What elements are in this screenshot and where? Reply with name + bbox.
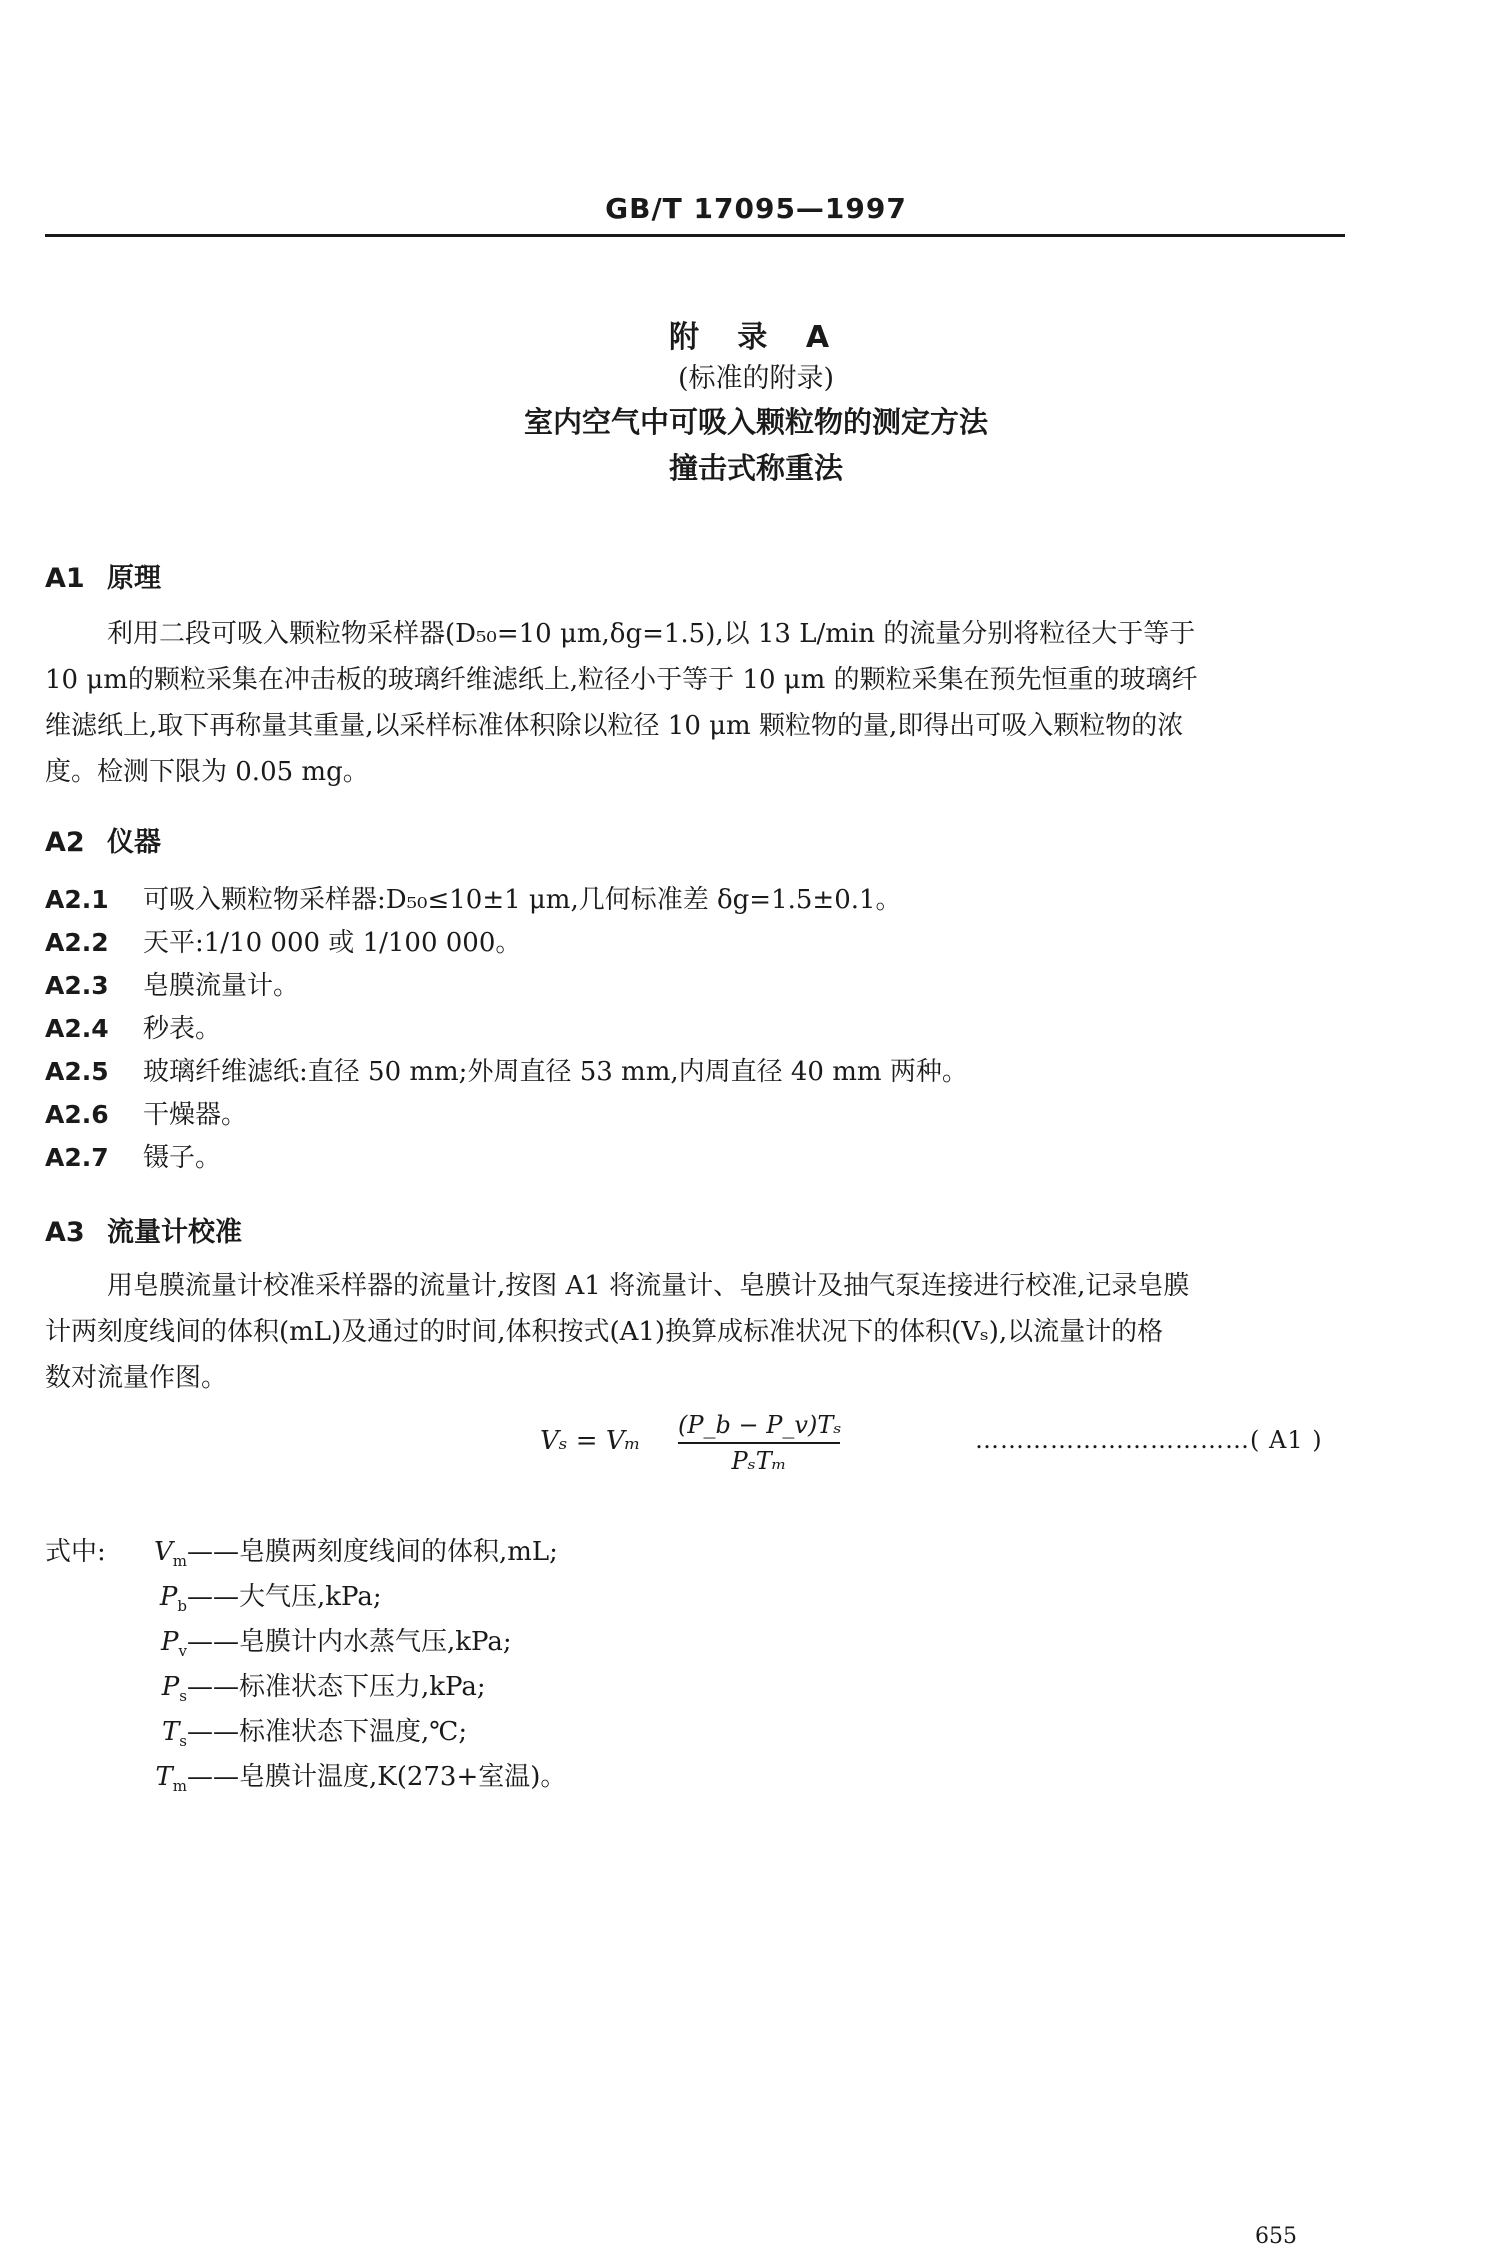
equation-denominator: PₛTₘ [731,1447,787,1475]
term-symbol: $P_v$ [161,1627,187,1661]
term-symbol: $P_b$ [159,1582,187,1616]
appendix-subtitle: 撞击式称重法 [668,451,843,485]
page-number: 655 [1255,2224,1297,2249]
list-item [45,1007,221,1051]
item-number: A2.4 [45,1014,109,1043]
term-description: ——大气压,kPa; [187,1582,382,1612]
term-symbol: $P_s$ [161,1672,187,1706]
section-a1-heading [45,556,161,595]
equation-fraction [678,1408,840,1478]
item-text: 镊子。 [143,1143,222,1173]
item-number: A2.6 [45,1100,109,1129]
section-title: 仪器 [107,827,161,858]
section-number: A1 [45,563,85,594]
a1-line-2: 10 μm的颗粒采集在冲击板的玻璃纤维滤纸上,粒径小于等于 10 μm 的颗粒采集在预先恒重的玻璃纤 [45,665,1198,695]
term-description: ——皂膜两刻度线间的体积,mL; [187,1537,558,1567]
list-item [45,1050,968,1094]
item-text: 玻璃纤维滤纸:直径 50 mm;外周直径 53 mm,内周直径 40 mm 两种。 [143,1057,968,1087]
item-text: 皂膜流量计。 [143,971,300,1001]
item-text: 秒表。 [143,1014,222,1044]
item-number: A2.2 [45,928,109,957]
appendix-title: 室内空气中可吸入颗粒物的测定方法 [523,405,988,439]
header-rule [45,234,1345,237]
list-item [45,964,299,1008]
section-number: A3 [45,1217,85,1248]
list-item [45,1136,221,1180]
section-title: 流量计校准 [107,1217,242,1248]
item-text: 天平:1/10 000 或 1/100 000。 [143,928,522,958]
item-text: 干燥器。 [143,1100,248,1130]
appendix-label: 附 录 A [668,320,844,355]
where-prefix: 式中: [45,1537,106,1567]
item-number: A2.7 [45,1143,109,1172]
appendix-note: (标准的附录) [677,363,835,394]
where-term [129,1755,566,1808]
term-description: ——标准状态下温度,℃; [187,1717,468,1747]
list-item [45,921,521,965]
term-description: ——皂膜计内水蒸气压,kPa; [187,1627,512,1657]
equation-number: ……………………………( A1 ) [975,1426,1323,1454]
standard-number-header: GB/T 17095—1997 [605,192,907,225]
item-number: A2.5 [45,1057,109,1086]
a3-line-2: 计两刻度线间的体积(mL)及通过的时间,体积按式(A1)换算成标准状况下的体积(Vₛ),以流量计的格 [45,1317,1164,1347]
term-symbol: $V_m$ [153,1537,187,1571]
a1-line-1: 利用二段可吸入颗粒物采样器(D₅₀=10 μm,δg=1.5),以 13 L/min 的流量分别将粒径大于等于 [107,619,1196,649]
a1-line-4: 度。检测下限为 0.05 mg。 [45,757,369,787]
section-a3-heading [45,1210,242,1249]
section-number: A2 [45,827,85,858]
a1-line-3: 维滤纸上,取下再称量其重量,以采样标准体积除以粒径 10 μm 颗粒物的量,即得出可吸入颗粒物的浓 [45,711,1184,741]
list-item [45,878,902,922]
section-a2-heading [45,820,161,859]
item-number: A2.3 [45,971,109,1000]
list-item [45,1093,247,1137]
a3-line-1: 用皂膜流量计校准采样器的流量计,按图 A1 将流量计、皂膜计及抽气泵连接进行校准,记录皂膜 [107,1271,1190,1301]
section-title: 原理 [107,563,161,594]
item-text: 可吸入颗粒物采样器:D₅₀≤10±1 μm,几何标准差 δg=1.5±0.1。 [143,885,902,915]
a3-line-3: 数对流量作图。 [45,1363,228,1393]
term-description: ——皂膜计温度,K(273+室温)。 [187,1762,567,1792]
term-description: ——标准状态下压力,kPa; [187,1672,486,1702]
term-symbol: $T_s$ [161,1717,187,1751]
term-symbol: $T_m$ [155,1762,187,1796]
equation-lhs: Vₛ = Vₘ [540,1426,641,1456]
item-number: A2.1 [45,885,109,914]
equation-numerator: (P_b − P_v)Tₛ [678,1411,842,1439]
